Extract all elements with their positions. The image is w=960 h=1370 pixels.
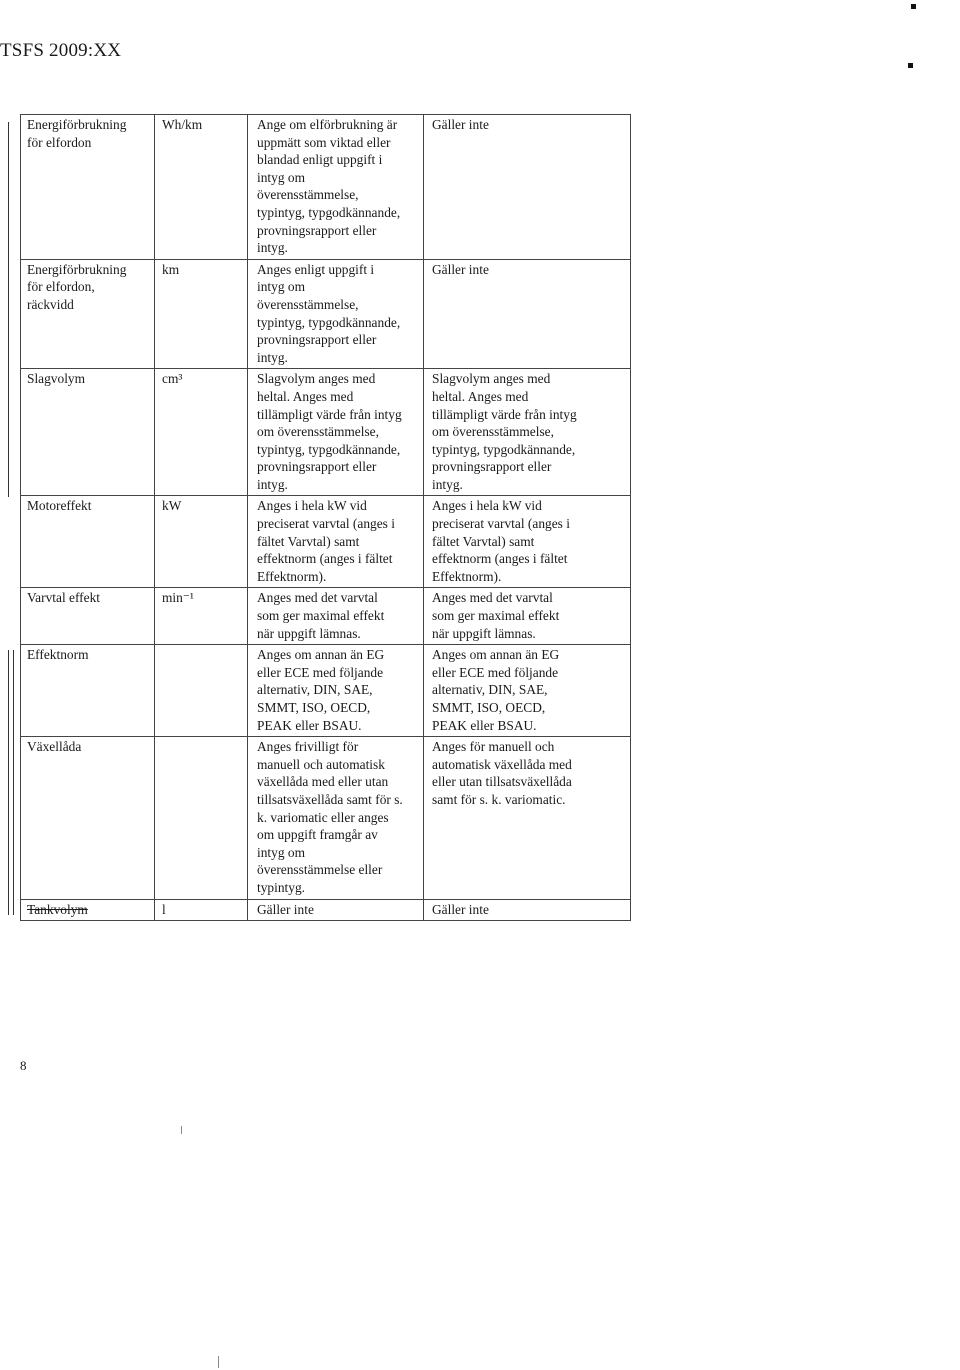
table-row bbox=[21, 645, 631, 737]
paper-crease bbox=[218, 1356, 219, 1368]
unit-cell bbox=[155, 645, 248, 737]
instruction-cell-alt: Anges med det varvtal som ger maximal effekt när uppgift lämnas. bbox=[424, 588, 631, 645]
property-cell: Varvtal effekt bbox=[21, 588, 155, 645]
table-row bbox=[21, 115, 631, 260]
table-row bbox=[21, 496, 631, 588]
paper-crease bbox=[181, 1126, 182, 1134]
table-row bbox=[21, 737, 631, 899]
instruction-cell-alt: Gäller inte bbox=[424, 899, 631, 921]
table-row bbox=[21, 369, 631, 496]
unit-cell: Wh/km bbox=[155, 115, 248, 260]
table-row bbox=[21, 588, 631, 645]
property-cell: Motoreffekt bbox=[21, 496, 155, 588]
instruction-cell: Anges frivilligt för manuell och automatisk växellåda med eller utan tillsatsväxellåda samt för s. k. variomatic eller anges om uppgift framgår av intyg om överensstämmelse eller typintyg. bbox=[248, 737, 424, 899]
table-row bbox=[21, 259, 631, 369]
unit-cell: min⁻¹ bbox=[155, 588, 248, 645]
document-header: TSFS 2009:XX bbox=[0, 40, 122, 61]
instruction-cell: Anges med det varvtal som ger maximal effekt när uppgift lämnas. bbox=[248, 588, 424, 645]
property-cell: Effektnorm bbox=[21, 645, 155, 737]
instruction-cell: Slagvolym anges med heltal. Anges med tillämpligt värde från intyg om överensstämmelse, typintyg, typgodkännande, provningsrapport eller intyg. bbox=[248, 369, 424, 496]
instruction-cell-alt: Anges för manuell och automatisk växellåda med eller utan tillsatsväxellåda samt för s. k. variomatic. bbox=[424, 737, 631, 899]
scan-mark-dot bbox=[911, 4, 916, 9]
instruction-cell: Anges enligt uppgift i intyg om överensstämmelse, typintyg, typgodkännande, provningsrapport eller intyg. bbox=[248, 259, 424, 369]
instruction-cell-alt: Slagvolym anges med heltal. Anges med tillämpligt värde från intyg om överensstämmelse, typintyg, typgodkännande, provningsrapport eller intyg. bbox=[424, 369, 631, 496]
table-row bbox=[21, 899, 631, 921]
unit-cell: cm³ bbox=[155, 369, 248, 496]
instruction-cell: Anges om annan än EG eller ECE med följande alternativ, DIN, SAE, SMMT, ISO, OECD, PEAK eller BSAU. bbox=[248, 645, 424, 737]
property-cell: Energiförbrukning för elfordon bbox=[21, 115, 155, 260]
property-cell: Växellåda bbox=[21, 737, 155, 899]
instruction-cell-alt: Anges i hela kW vid preciserat varvtal (anges i fältet Varvtal) samt effektnorm (anges i fältet Effektnorm). bbox=[424, 496, 631, 588]
specification-table bbox=[20, 114, 631, 921]
unit-cell: km bbox=[155, 259, 248, 369]
scan-mark-dot bbox=[908, 63, 913, 68]
instruction-cell: Ange om elförbrukning är uppmätt som viktad eller blandad enligt uppgift i intyg om överensstämmelse, typintyg, typgodkännande, provningsrapport eller intyg. bbox=[248, 115, 424, 260]
property-cell: Slagvolym bbox=[21, 369, 155, 496]
instruction-cell: Anges i hela kW vid preciserat varvtal (anges i fältet Varvtal) samt effektnorm (anges i fältet Effektnorm). bbox=[248, 496, 424, 588]
page-number: 8 bbox=[20, 1058, 27, 1073]
unit-cell: l bbox=[155, 899, 248, 921]
margin-line bbox=[8, 650, 9, 915]
instruction-cell-alt: Anges om annan än EG eller ECE med följande alternativ, DIN, SAE, SMMT, ISO, OECD, PEAK eller BSAU. bbox=[424, 645, 631, 737]
unit-cell bbox=[155, 737, 248, 899]
instruction-cell-alt: Gäller inte bbox=[424, 259, 631, 369]
property-cell: Tankvolym bbox=[21, 899, 155, 921]
margin-line bbox=[13, 650, 14, 915]
property-cell: Energiförbrukning för elfordon, räckvidd bbox=[21, 259, 155, 369]
instruction-cell-alt: Gäller inte bbox=[424, 115, 631, 260]
margin-line bbox=[8, 122, 9, 497]
instruction-cell: Gäller inte bbox=[248, 899, 424, 921]
unit-cell: kW bbox=[155, 496, 248, 588]
